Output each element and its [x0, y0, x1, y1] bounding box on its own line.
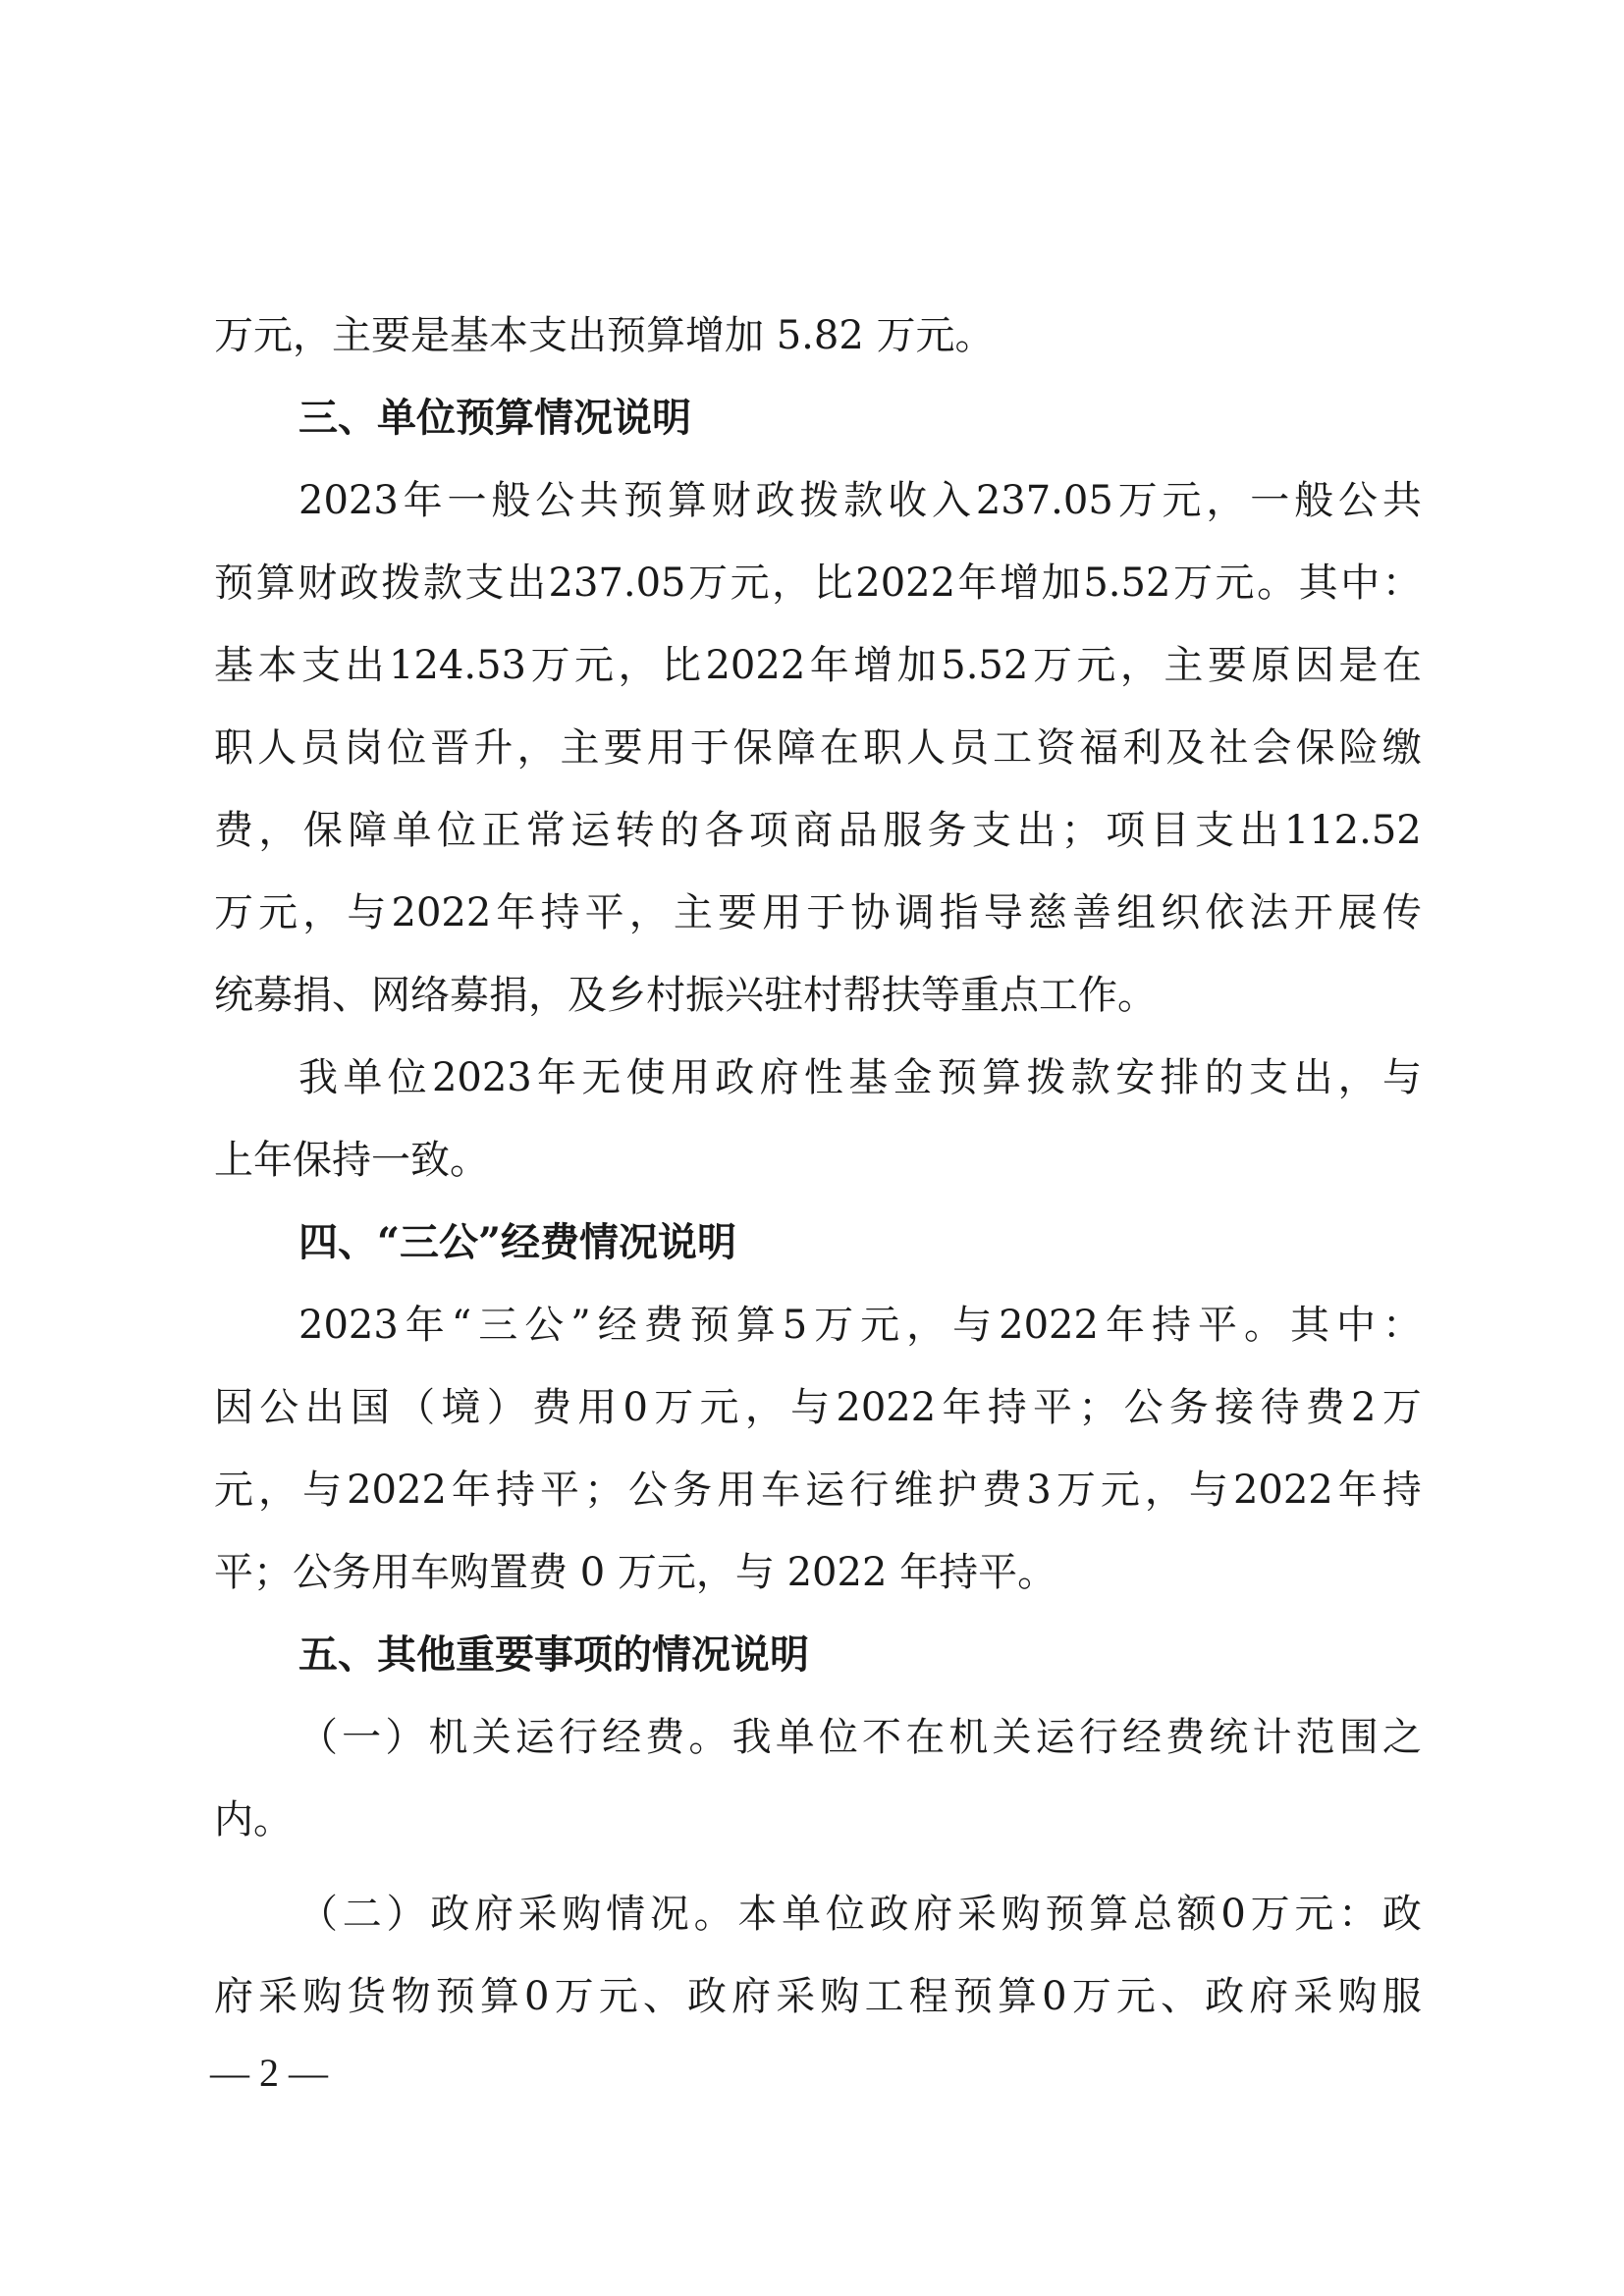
paragraph-line: 费 ， 保 障 单 位 正 常 运 转 的 各 项 商 品 服 务 支 出 ； 项 目 支 出 112.52	[214, 808, 1422, 853]
paragraph-line: 基 本 支 出 124.53 万 元 ， 比 2022 年 增 加 5.52 万 元 ， 主 要 原 因 是 在	[214, 643, 1422, 688]
paragraph-line: 职 人 员 岗 位 晋 升 ， 主 要 用 于 保 障 在 职 人 员 工 资 福 利 及 社 会 保 险 缴	[214, 725, 1422, 771]
paragraph-line: （ 二 ） 政 府 采 购 情 况 。 本 单 位 政 府 采 购 预 算 总 额 0 万 元 ： 政	[298, 1892, 1422, 1937]
paragraph-line: 2023 年 一 般 公 共 预 算 财 政 拨 款 收 入 237.05 万 元 ， 一 般 公 共	[298, 478, 1422, 523]
section-heading: 五、其他重要事项的情况说明	[298, 1631, 809, 1678]
paragraph-line: 统募捐、网络募捐，及乡村振兴驻村帮扶等重点工作。	[214, 973, 1157, 1018]
paragraph-line: 元 ， 与 2022 年 持 平 ； 公 务 用 车 运 行 维 护 费 3 万 元 ， 与 2022 年 持	[214, 1468, 1422, 1513]
section-heading: 三、单位预算情况说明	[298, 395, 691, 441]
paragraph-line: 万 元 ， 与 2022 年 持 平 ， 主 要 用 于 协 调 指 导 慈 善 组 织 依 法 开 展 传	[214, 890, 1422, 935]
paragraph-line: 万元，主要是基本支出预算增加 5.82 万元。	[214, 313, 995, 358]
paragraph-line: 平；公务用车购置费 0 万元，与 2022 年持平。	[214, 1550, 1057, 1595]
paragraph-line: 2023 年 “ 三 公 ” 经 费 预 算 5 万 元 ， 与 2022 年 持 平 。 其 中 ：	[298, 1303, 1422, 1348]
paragraph-line: 我 单 位 2023 年 无 使 用 政 府 性 基 金 预 算 拨 款 安 排 的 支 出 ， 与	[298, 1055, 1422, 1100]
paragraph-line: 内。	[214, 1797, 293, 1842]
paragraph-line: 上年保持一致。	[214, 1138, 489, 1183]
paragraph-line: 府 采 购 货 物 预 算 0 万 元 、 政 府 采 购 工 程 预 算 0 万 元 、 政 府 采 购 服	[214, 1974, 1422, 2019]
page-number: — 2 —	[210, 2051, 328, 2095]
section-heading: 四、“三公”经费情况说明	[298, 1219, 737, 1265]
document-body	[214, 294, 1422, 2038]
paragraph-line: 预 算 财 政 拨 款 支 出 237.05 万 元 ， 比 2022 年 增 加 5.52 万 元 。 其 中 ：	[214, 561, 1422, 606]
paragraph-line: 因 公 出 国 （ 境 ） 费 用 0 万 元 ， 与 2022 年 持 平 ； 公 务 接 待 费 2 万	[214, 1385, 1422, 1430]
paragraph-line: （ 一 ） 机 关 运 行 经 费 。 我 单 位 不 在 机 关 运 行 经 费 统 计 范 围 之	[298, 1715, 1422, 1760]
